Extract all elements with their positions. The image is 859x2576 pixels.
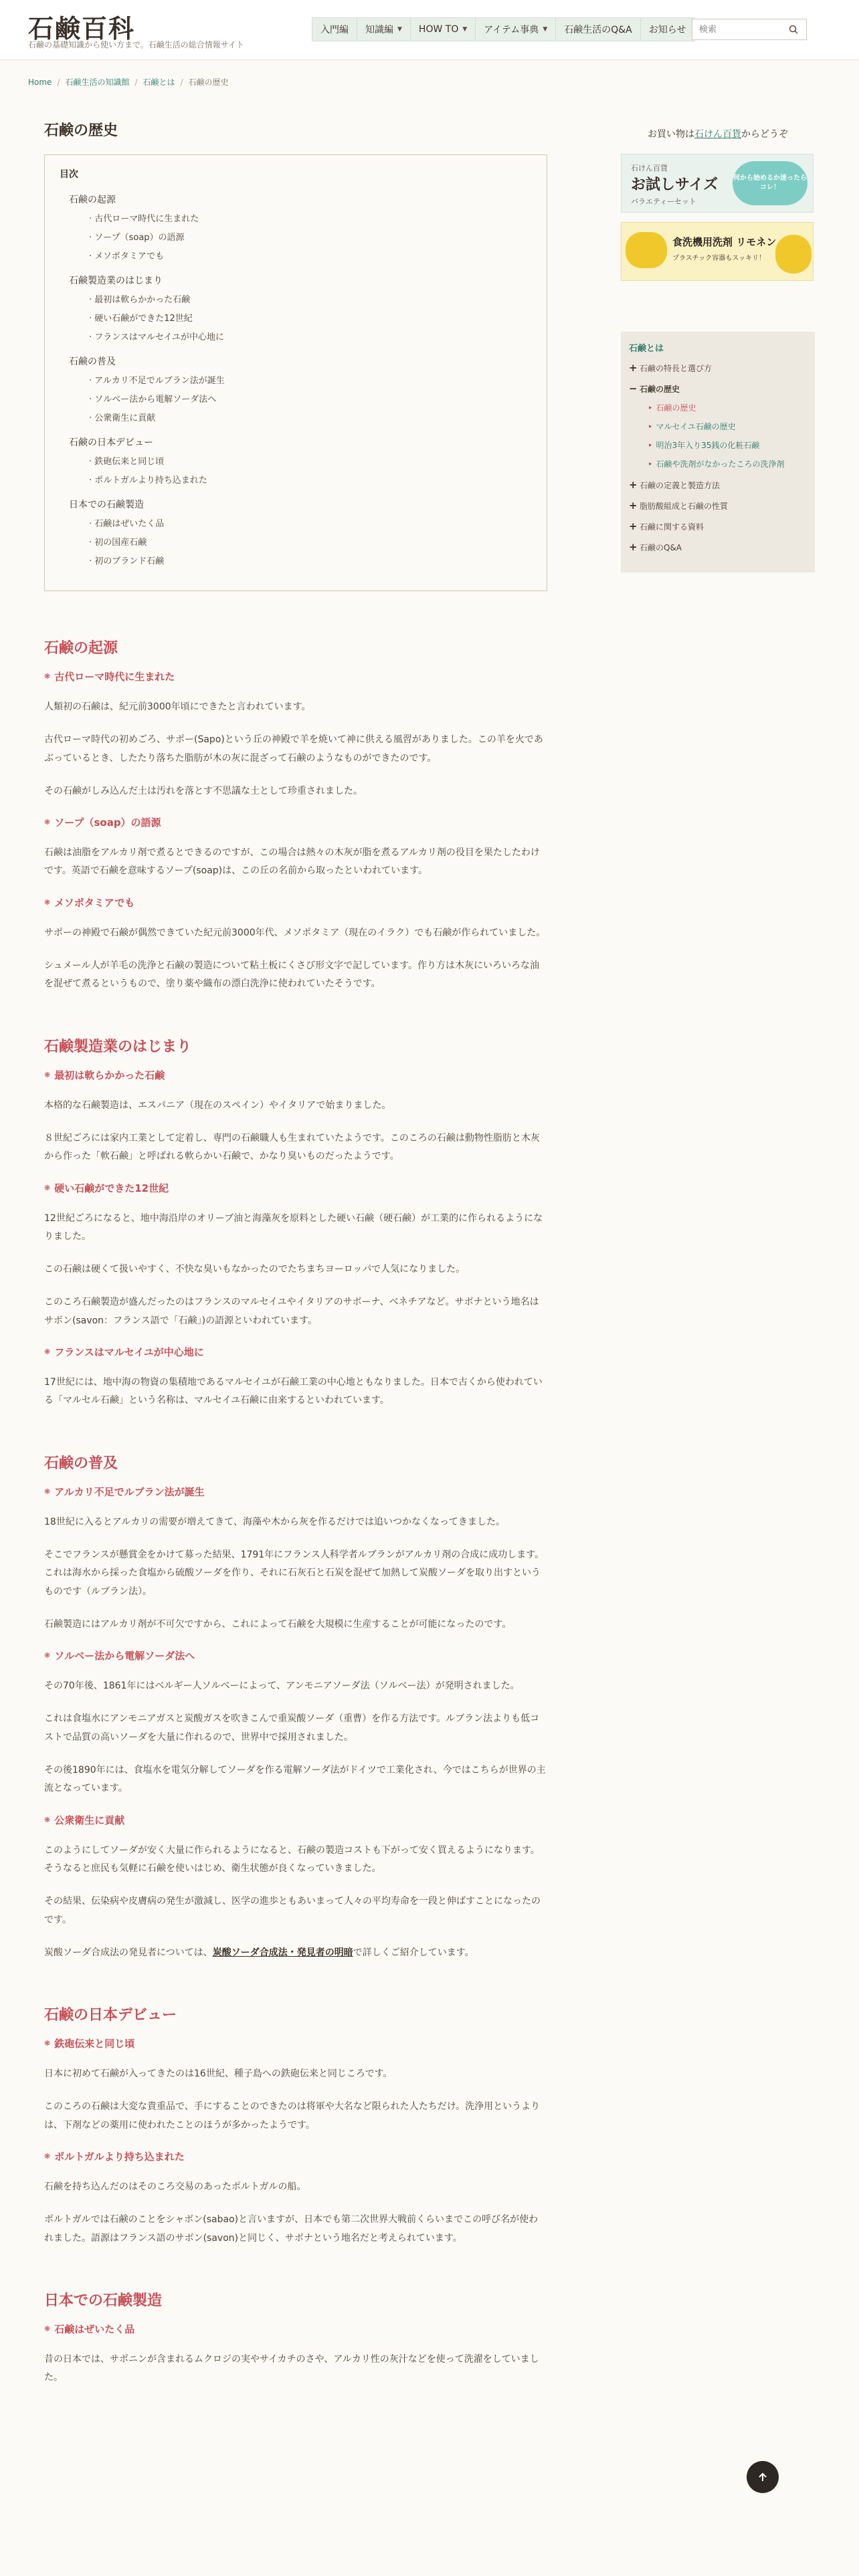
site-header xyxy=(0,0,859,60)
article-section xyxy=(44,637,547,994)
category-menu-item[interactable] xyxy=(629,520,807,532)
site-logo[interactable]: 石鹸百科 xyxy=(28,13,136,43)
shop-promo-prefix: お買い物は xyxy=(648,129,694,140)
subsection-heading-label: 古代ローマ時代に生まれた xyxy=(54,671,175,683)
site-tagline: 石鹸の基礎知識から使い方まで。石鹸生活の総合情報サイト xyxy=(28,40,244,49)
paragraph: シュメール人が羊毛の洗浄と石鹸の製造について粘土板にくさび形文字で記しています。作り方は木灰にいろいろな油を混ぜて煮るというもので、塗り薬や織布の漂白洗浄に使われていたそうです。 xyxy=(44,960,540,990)
section-heading: 日本での石鹸製造 xyxy=(44,2291,163,2309)
nav-item-news[interactable] xyxy=(641,17,694,41)
paragraph: 石鹸を持ち込んだのはそのころ交易のあったポルトガルの船。 xyxy=(44,2181,306,2192)
plus-icon[interactable]: + xyxy=(629,520,638,532)
plus-icon[interactable]: + xyxy=(629,541,638,553)
table-of-contents xyxy=(44,154,547,591)
subsection-heading-label: 最初は軟らかかった石鹸 xyxy=(54,1069,165,1081)
toc-sublink-label: フランスはマルセイユが中心地に xyxy=(94,332,224,342)
nav-label: 石鹸生活のQ&A xyxy=(564,25,632,35)
article-body xyxy=(44,637,547,2387)
plus-icon[interactable]: + xyxy=(629,479,638,491)
minus-icon[interactable]: − xyxy=(629,383,638,395)
article-section xyxy=(44,2004,547,2248)
heading-mark-icon: ❋ xyxy=(44,2324,51,2333)
toc-link[interactable]: 石鹸製造業のはじまり xyxy=(69,276,163,286)
back-to-top-button[interactable] xyxy=(747,2461,779,2493)
section-heading: 石鹸の普及 xyxy=(44,1454,118,1472)
category-menu-label: 石鹸の定義と製造方法 xyxy=(640,480,721,490)
subsection-heading-label: 鉄砲伝来と同じ頃 xyxy=(54,2038,135,2050)
breadcrumb xyxy=(28,76,229,88)
nav-label: アイテム事典 xyxy=(484,25,539,35)
heading-mark-icon: ❋ xyxy=(44,1070,51,1079)
category-submenu xyxy=(629,402,807,469)
subsection-heading-label: 公衆衛生に貢献 xyxy=(54,1814,125,1826)
heading-mark-icon: ❋ xyxy=(44,1487,51,1496)
banner-brand: 石けん百貨 xyxy=(631,164,668,173)
bullet-icon: · xyxy=(89,295,95,305)
banner-title: 食洗機用洗剤 リモネン xyxy=(672,236,777,248)
subsection-heading xyxy=(44,815,547,829)
toc-section xyxy=(60,498,532,566)
toc-sublink[interactable] xyxy=(60,211,532,224)
toc-sublink-label: ソルベー法から電解ソーダ法へ xyxy=(94,395,217,405)
toc-sublink-label: ソープ（soap）の語源 xyxy=(94,233,185,243)
toc-sublink[interactable] xyxy=(60,292,532,305)
toc-sublink[interactable] xyxy=(60,454,532,467)
paragraph: 石鹸製造にはアルカリ剤が不可欠ですから、これによって石鹸を大規模に生産することが可能になったのです。 xyxy=(44,1618,512,1630)
category-submenu-item[interactable] xyxy=(649,421,807,432)
article-section xyxy=(44,2289,547,2387)
toc-section xyxy=(60,435,532,486)
nav-label: お知らせ xyxy=(648,25,686,35)
bullet-icon: ▸ xyxy=(649,460,652,467)
heading-mark-icon: ❋ xyxy=(44,818,51,827)
paragraph-text: 炭酸ソーダ合成法の発見者については、 xyxy=(44,1947,213,1958)
heading-mark-icon: ❋ xyxy=(44,2039,51,2048)
banner-title: お試しサイズ xyxy=(631,177,719,193)
subsection-heading-label: ソープ（soap）の語源 xyxy=(54,817,161,829)
paragraph: 昔の日本では、サポニンが含まれるムクロジの実やサイカチのさや、アルカリ性の灰汁などを使って洗濯をしていました。 xyxy=(44,2353,539,2383)
subsection-heading xyxy=(44,2149,547,2163)
trial-size-banner[interactable] xyxy=(621,154,814,213)
paragraph: ８世紀ごろには家内工業として定着し、専門の石鹸職人も生まれていたようです。このころの石鹸は動物性脂肪と木灰から作った「軟石鹸」と呼ばれる軟らかい石鹸で、かなり臭いものだったようです。 xyxy=(44,1132,540,1162)
category-menu-item[interactable] xyxy=(629,362,807,374)
toc-sublink-label: 最初は軟らかかった石鹸 xyxy=(94,295,191,305)
category-submenu-label: 明治3年入り35銭の化粧石鹸 xyxy=(656,441,760,450)
paragraph: 石鹸は油脂をアルカリ剤で煮るとできるのですが、この場合は熱々の木灰が脂を煮るアルカリ剤の役目を果たしたわけです。英語で石鹸を意味するソープ(soap)は、この丘の名前から取ったといわれています。 xyxy=(44,847,540,877)
toc-sublink[interactable] xyxy=(60,411,532,423)
bullet-icon: ▸ xyxy=(649,404,652,411)
paragraph: このころの石鹸は大変な貴重品で、手にすることのできたのは将軍や大名など限られた人たちだけ。洗浄用というよりは、下剤などの薬用に使われたことのほうが多かったようです。 xyxy=(44,2101,541,2131)
section-heading: 石鹸製造業のはじまり xyxy=(44,1037,192,1055)
toc-link[interactable]: 石鹸の普及 xyxy=(69,356,116,367)
bullet-icon: · xyxy=(89,332,95,342)
nav-item-qa[interactable] xyxy=(556,17,641,41)
nav-item-knowledge[interactable] xyxy=(357,17,411,41)
toc-link[interactable]: 石鹸の日本デビュー xyxy=(69,437,153,448)
banner-subtitle: バラエティーセット xyxy=(631,197,696,206)
category-submenu-label: 石鹸の歴史 xyxy=(656,403,696,413)
category-menu-label: 石鹸のQ&A xyxy=(640,542,682,552)
bullet-icon: ▸ xyxy=(649,423,652,430)
heading-mark-icon: ❋ xyxy=(44,1815,51,1824)
toc-sublink-label: メソポタミアでも xyxy=(94,251,165,261)
search-icon xyxy=(789,25,798,34)
paragraph: その石鹸がしみ込んだ土は汚れを落とす不思議な土として珍重されました。 xyxy=(44,785,363,796)
subsection-heading-label: ソルベー法から電解ソーダ法へ xyxy=(54,1650,195,1662)
toc-sublink[interactable] xyxy=(60,311,532,324)
toc-sublink[interactable] xyxy=(60,473,532,486)
nav-label: 入門編 xyxy=(320,25,349,35)
subsection-heading-label: ポルトガルより持ち込まれた xyxy=(54,2150,185,2163)
paragraph: 12世紀ごろになると、地中海沿岸のオリーブ油と海藻灰を原料とした硬い石鹸（硬石鹸）が工業的に作られるようになりました。 xyxy=(44,1212,543,1242)
subsection-heading xyxy=(44,1181,547,1195)
toc-link[interactable]: 日本での石鹸製造 xyxy=(69,500,144,510)
category-menu-item[interactable] xyxy=(629,541,807,553)
toc-sublink-label: 初の国産石鹸 xyxy=(94,538,147,548)
heading-mark-icon: ❋ xyxy=(44,672,51,681)
toc-sublink[interactable] xyxy=(60,535,532,548)
subsection-heading xyxy=(44,1648,547,1662)
paragraph: 人類初の石鹸は、紀元前3000年頃にできたと言われています。 xyxy=(44,702,311,712)
heading-mark-icon: ❋ xyxy=(44,1651,51,1660)
subsection-heading-label: フランスはマルセイユが中心地に xyxy=(54,1346,204,1359)
toc-list xyxy=(60,193,532,566)
global-nav xyxy=(312,17,694,41)
bullet-icon: · xyxy=(89,376,95,386)
nav-item-howto[interactable] xyxy=(411,17,476,41)
category-menu-label: 石鹸に関する資料 xyxy=(640,522,704,532)
breadcrumb-about-soap[interactable]: 石鹸とは xyxy=(142,78,175,87)
bullet-icon: · xyxy=(89,314,95,324)
subsection-heading xyxy=(44,2322,547,2336)
category-menu-label: 石鹸の歴史 xyxy=(640,384,680,394)
breadcrumb-separator: / xyxy=(57,77,60,87)
breadcrumb-knowledge[interactable]: 石鹸生活の知識館 xyxy=(65,78,130,87)
nav-item-intro[interactable] xyxy=(312,17,357,41)
nav-item-items[interactable] xyxy=(476,17,556,41)
toc-sublink[interactable] xyxy=(60,230,532,243)
breadcrumb-current: 石鹸の歴史 xyxy=(188,78,229,87)
subsection-heading xyxy=(44,1485,547,1499)
category-menu-item[interactable] xyxy=(629,479,807,491)
bullet-icon: · xyxy=(89,413,95,423)
plus-icon[interactable]: + xyxy=(629,362,638,374)
inline-article-link[interactable]: 炭酸ソーダ合成法・発見者の明暗 xyxy=(212,1947,353,1958)
bullet-icon: · xyxy=(89,251,95,261)
category-submenu-item[interactable] xyxy=(649,439,807,451)
page-title: 石鹸の歴史 xyxy=(44,122,118,139)
main-content xyxy=(44,119,547,2428)
caret-down-icon: ▼ xyxy=(543,26,548,33)
paragraph: 日本に初めて石鹸が入ってきたのは16世紀、種子島への鉄砲伝来と同じころです。 xyxy=(44,2068,393,2080)
sponge-image xyxy=(626,232,667,268)
toc-sublink-label: 鉄砲伝来と同じ頃 xyxy=(94,457,165,467)
paragraph: ポルトガルでは石鹸のことをシャボン(sabao)と言いますが、日本でも第二次世界大戦前くらいまでこの呼び名が使われました。語源はフランス語のサボン(savon)と同じく、サボナという地名だと考えられています。 xyxy=(44,2214,539,2244)
arrow-up-icon xyxy=(757,2472,768,2482)
article-section xyxy=(44,1035,547,1410)
category-menu xyxy=(621,332,815,572)
dishwasher-detergent-banner[interactable] xyxy=(621,222,814,281)
paragraph: 古代ローマ時代の初めごろ、サポー(Sapo)という丘の神殿で羊を焼いて神に供える風習がありました。この羊を火であぶっているとき、したたり落ちた脂肪が木の灰に混ざって石鹸のようなものができたのです。 xyxy=(44,734,543,764)
toc-sublink-label: 古代ローマ時代に生まれた xyxy=(94,214,199,224)
paragraph: その後1890年には、食塩水を電気分解してソーダを作る電解ソーダ法がドイツで工業化され、今ではこちらが世界の主流となっています。 xyxy=(44,1765,546,1794)
paragraph: その結果、伝染病や皮膚病の発生が激減し、医学の進歩ともあいまって人々の平均寿命を一段と伸ばすことになったのです。 xyxy=(44,1896,541,1925)
article-section xyxy=(44,1452,547,1962)
subsection-heading-label: 石鹸はぜいたく品 xyxy=(54,2323,135,2335)
caret-down-icon: ▼ xyxy=(462,26,468,33)
search-input[interactable] xyxy=(692,25,783,35)
toc-section xyxy=(60,274,532,342)
category-menu-item[interactable] xyxy=(629,500,807,512)
breadcrumb-separator: / xyxy=(134,77,138,87)
category-menu-label: 石鹸の特長と選び方 xyxy=(640,363,712,373)
paragraph: その70年後、1861年にはベルギー人ソルベーによって、アンモニアソーダ法（ソルベー法）が発明されました。 xyxy=(44,1681,520,1692)
heading-mark-icon: ❋ xyxy=(44,1183,51,1192)
paragraph-text: で詳しくご紹介しています。 xyxy=(353,1947,474,1958)
subsection-heading-label: 硬い石鹸ができた12世紀 xyxy=(54,1182,169,1194)
bullet-icon: ▸ xyxy=(649,441,652,449)
shop-promo-suffix: からどうぞ xyxy=(741,129,788,140)
category-menu-title[interactable]: 石鹸とは xyxy=(629,344,664,354)
paragraph: このころ石鹸製造が盛んだったのはフランスのマルセイユやイタリアのサボーナ、ベネチアなど。サボナという地名はサボン(savon：フランス語で「石鹸」)の語源といわれています。 xyxy=(44,1297,539,1326)
toc-section xyxy=(60,193,532,261)
category-menu-item[interactable] xyxy=(629,383,807,395)
bullet-icon: · xyxy=(89,475,95,486)
subsection-heading xyxy=(44,2036,547,2050)
toc-section xyxy=(60,354,532,423)
bullet-icon: · xyxy=(89,395,95,405)
heading-mark-icon: ❋ xyxy=(44,2151,51,2161)
shop-link[interactable]: 石けん百貨 xyxy=(694,129,741,140)
paragraph: サポーの神殿で石鹸が偶然できていた紀元前3000年代、メソポタミア（現在のイラク）でも石鹸が作られていました。 xyxy=(44,927,546,938)
section-heading: 石鹸の起源 xyxy=(44,639,118,657)
toc-sublink-label: 硬い石鹸ができた12世紀 xyxy=(94,314,193,324)
paragraph: 18世紀に入るとアルカリの需要が増えてきて、海藻や木から灰を作るだけでは追いつかなくなってきました。 xyxy=(44,1516,505,1527)
toc-sublink-label: 公衆衛生に貢献 xyxy=(94,413,156,423)
bullet-icon: · xyxy=(89,457,95,467)
subsection-heading-label: メソポタミアでも xyxy=(54,896,135,909)
subsection-heading xyxy=(44,1068,547,1082)
breadcrumb-separator: / xyxy=(180,77,183,87)
toc-link[interactable]: 石鹸の起源 xyxy=(69,195,116,205)
category-menu-list xyxy=(629,362,807,553)
bullet-icon: · xyxy=(89,233,95,243)
heading-mark-icon: ❋ xyxy=(44,1348,51,1357)
toc-sublink[interactable] xyxy=(60,373,532,386)
paragraph: 17世紀には、地中海の物資の集積地であるマルセイユが石鹸工業の中心地ともなりました。日本で古くから使われている「マルセル石鹸」という名称は、マルセイユ石鹸に由来するといわれています。 xyxy=(44,1377,543,1406)
category-submenu-item[interactable] xyxy=(649,458,807,469)
bullet-icon: · xyxy=(89,538,95,548)
category-menu-label: 脂肪酸組成と石鹸の性質 xyxy=(640,501,729,511)
breadcrumb-home[interactable]: Home xyxy=(28,77,52,87)
paragraph: この石鹸は硬くて扱いやすく、不快な臭いもなかったのでたちまちヨーロッパで人気になりました。 xyxy=(44,1264,466,1275)
sponge-image xyxy=(775,235,812,274)
paragraph-with-link xyxy=(44,1944,547,1962)
category-submenu-label: 石鹸や洗剤がなかったころの洗浄剤 xyxy=(656,459,785,469)
shop-promo-line xyxy=(621,127,815,140)
search-box xyxy=(692,19,807,40)
subsection-heading xyxy=(44,1813,547,1827)
paragraph: これは食塩水にアンモニアガスと炭酸ガスを吹きこんで重炭酸ソーダ（重曹）を作る方法です。ルブラン法よりも低コストで品質の高いソーダを大量に作れるので、世界中で採用されました。 xyxy=(44,1713,540,1743)
toc-sublink-label: 初のブランド石鹸 xyxy=(94,556,165,566)
subsection-heading xyxy=(44,1345,547,1359)
toc-heading: 目次 xyxy=(60,169,78,180)
nav-label: 知識編 xyxy=(365,25,393,35)
paragraph: 本格的な石鹸製造は、エスパニア（現在のスペイン）やイタリアで始まりました。 xyxy=(44,1099,391,1111)
bullet-icon: · xyxy=(89,556,95,566)
caret-down-icon: ▼ xyxy=(397,26,402,33)
bullet-icon: · xyxy=(89,519,95,529)
section-heading: 石鹸の日本デビュー xyxy=(44,2006,177,2024)
toc-sublink[interactable] xyxy=(60,554,532,566)
toc-sublink-label: ポルトガルより持ち込まれた xyxy=(94,475,207,486)
toc-sublink-label: 石鹸はぜいたく品 xyxy=(94,519,165,529)
heading-mark-icon: ❋ xyxy=(44,897,51,907)
category-submenu-item[interactable] xyxy=(649,402,807,413)
banner-subtitle: プラスチック容器もスッキリ！ xyxy=(672,255,766,262)
paragraph: このようにしてソーダが安く大量に作られるようになると、石鹸の製造コストも下がって安く買えるようになります。そうなると庶民も気軽に石鹸を使いはじめ、衛生状態が良くなっていきました。 xyxy=(44,1844,540,1874)
toc-sublink[interactable] xyxy=(60,249,532,261)
bullet-icon: · xyxy=(89,214,95,224)
search-button[interactable] xyxy=(783,19,803,39)
paragraph: そこでフランスが懸賞金をかけて募った結果、1791年にフランス人科学者ルブランがアルカリ剤の合成に成功します。これは海水から採った食塩から硫酸ソーダを作り、それに石灰石と石炭を混ぜて加熱して炭酸ソーダを取り出すというものです（ルブラン法）。 xyxy=(44,1549,545,1597)
toc-sublink[interactable] xyxy=(60,330,532,342)
sidebar xyxy=(621,127,815,572)
toc-sublink[interactable] xyxy=(60,516,532,529)
toc-sublink[interactable] xyxy=(60,392,532,405)
subsection-heading xyxy=(44,895,547,909)
toc-sublink-label: アルカリ不足でルブラン法が誕生 xyxy=(94,376,225,386)
banner-bubble: 何から始めるか迷ったらコレ！ xyxy=(733,161,807,205)
nav-label: HOW TO xyxy=(418,24,459,35)
category-submenu-label: マルセイユ石鹸の歴史 xyxy=(656,422,736,431)
subsection-heading-label: アルカリ不足でルブラン法が誕生 xyxy=(54,1485,205,1498)
subsection-heading xyxy=(44,669,547,683)
plus-icon[interactable]: + xyxy=(629,500,638,512)
